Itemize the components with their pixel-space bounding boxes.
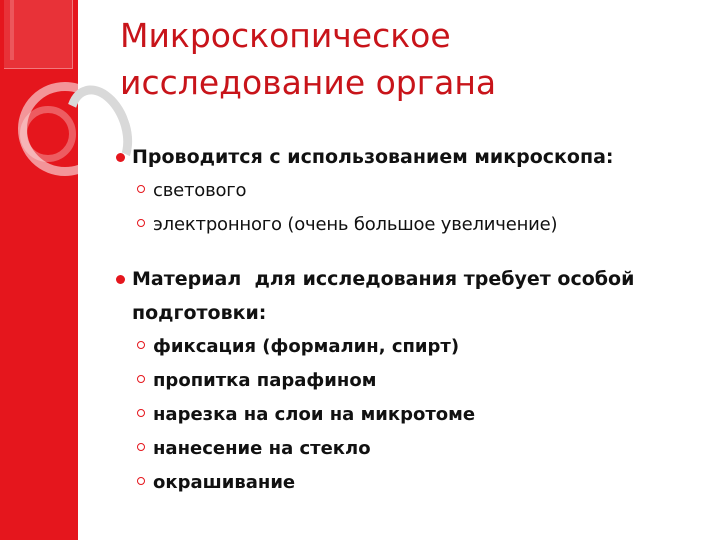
- bullet-item-material: [112, 262, 712, 500]
- bullet-text: Проводится с использованием микроскопа:: [132, 146, 614, 168]
- ring-bullet-icon: [137, 477, 145, 485]
- bullet-text-line-2: подготовки:: [132, 302, 267, 324]
- ring-bullet-icon: [137, 375, 145, 383]
- sub-item-text: пропитка парафином: [153, 370, 377, 391]
- sub-item-text: нанесение на стекло: [153, 438, 371, 459]
- sub-item: [132, 466, 712, 500]
- sub-item: [132, 208, 712, 242]
- sub-list-microscope: [132, 174, 712, 242]
- title-line-1: Микроскопическое: [120, 16, 451, 55]
- sub-item: [132, 330, 712, 364]
- sub-item-text: электронного (очень большое увеличение): [153, 214, 558, 235]
- bullet-text-line-1: Материал для исследования требует особой: [132, 268, 635, 290]
- sub-item-text: нарезка на слои на микротоме: [153, 404, 476, 425]
- red-side-bar: [0, 0, 78, 540]
- ring-bullet-icon: [137, 409, 145, 417]
- bullet-dot-icon: [116, 275, 125, 284]
- sub-item: [132, 174, 712, 208]
- ring-bullet-icon: [137, 443, 145, 451]
- sub-item: [132, 364, 712, 398]
- slide-title: [120, 12, 700, 106]
- sub-item-text: фиксация (формалин, спирт): [153, 336, 460, 357]
- decorative-stroke: [10, 0, 14, 60]
- decorative-square: [4, 0, 73, 69]
- title-line-2: исследование органа: [120, 63, 497, 102]
- sub-item-text: окрашивание: [153, 472, 296, 493]
- bullet-dot-icon: [116, 153, 125, 162]
- bullet-item-microscope: [112, 140, 712, 242]
- sub-list-preparation: [132, 330, 712, 500]
- sub-item: [132, 398, 712, 432]
- sub-item: [132, 432, 712, 466]
- ring-bullet-icon: [137, 185, 145, 193]
- slide-content: [112, 140, 712, 500]
- ring-bullet-icon: [137, 219, 145, 227]
- sub-item-text: светового: [153, 180, 247, 201]
- ring-bullet-icon: [137, 341, 145, 349]
